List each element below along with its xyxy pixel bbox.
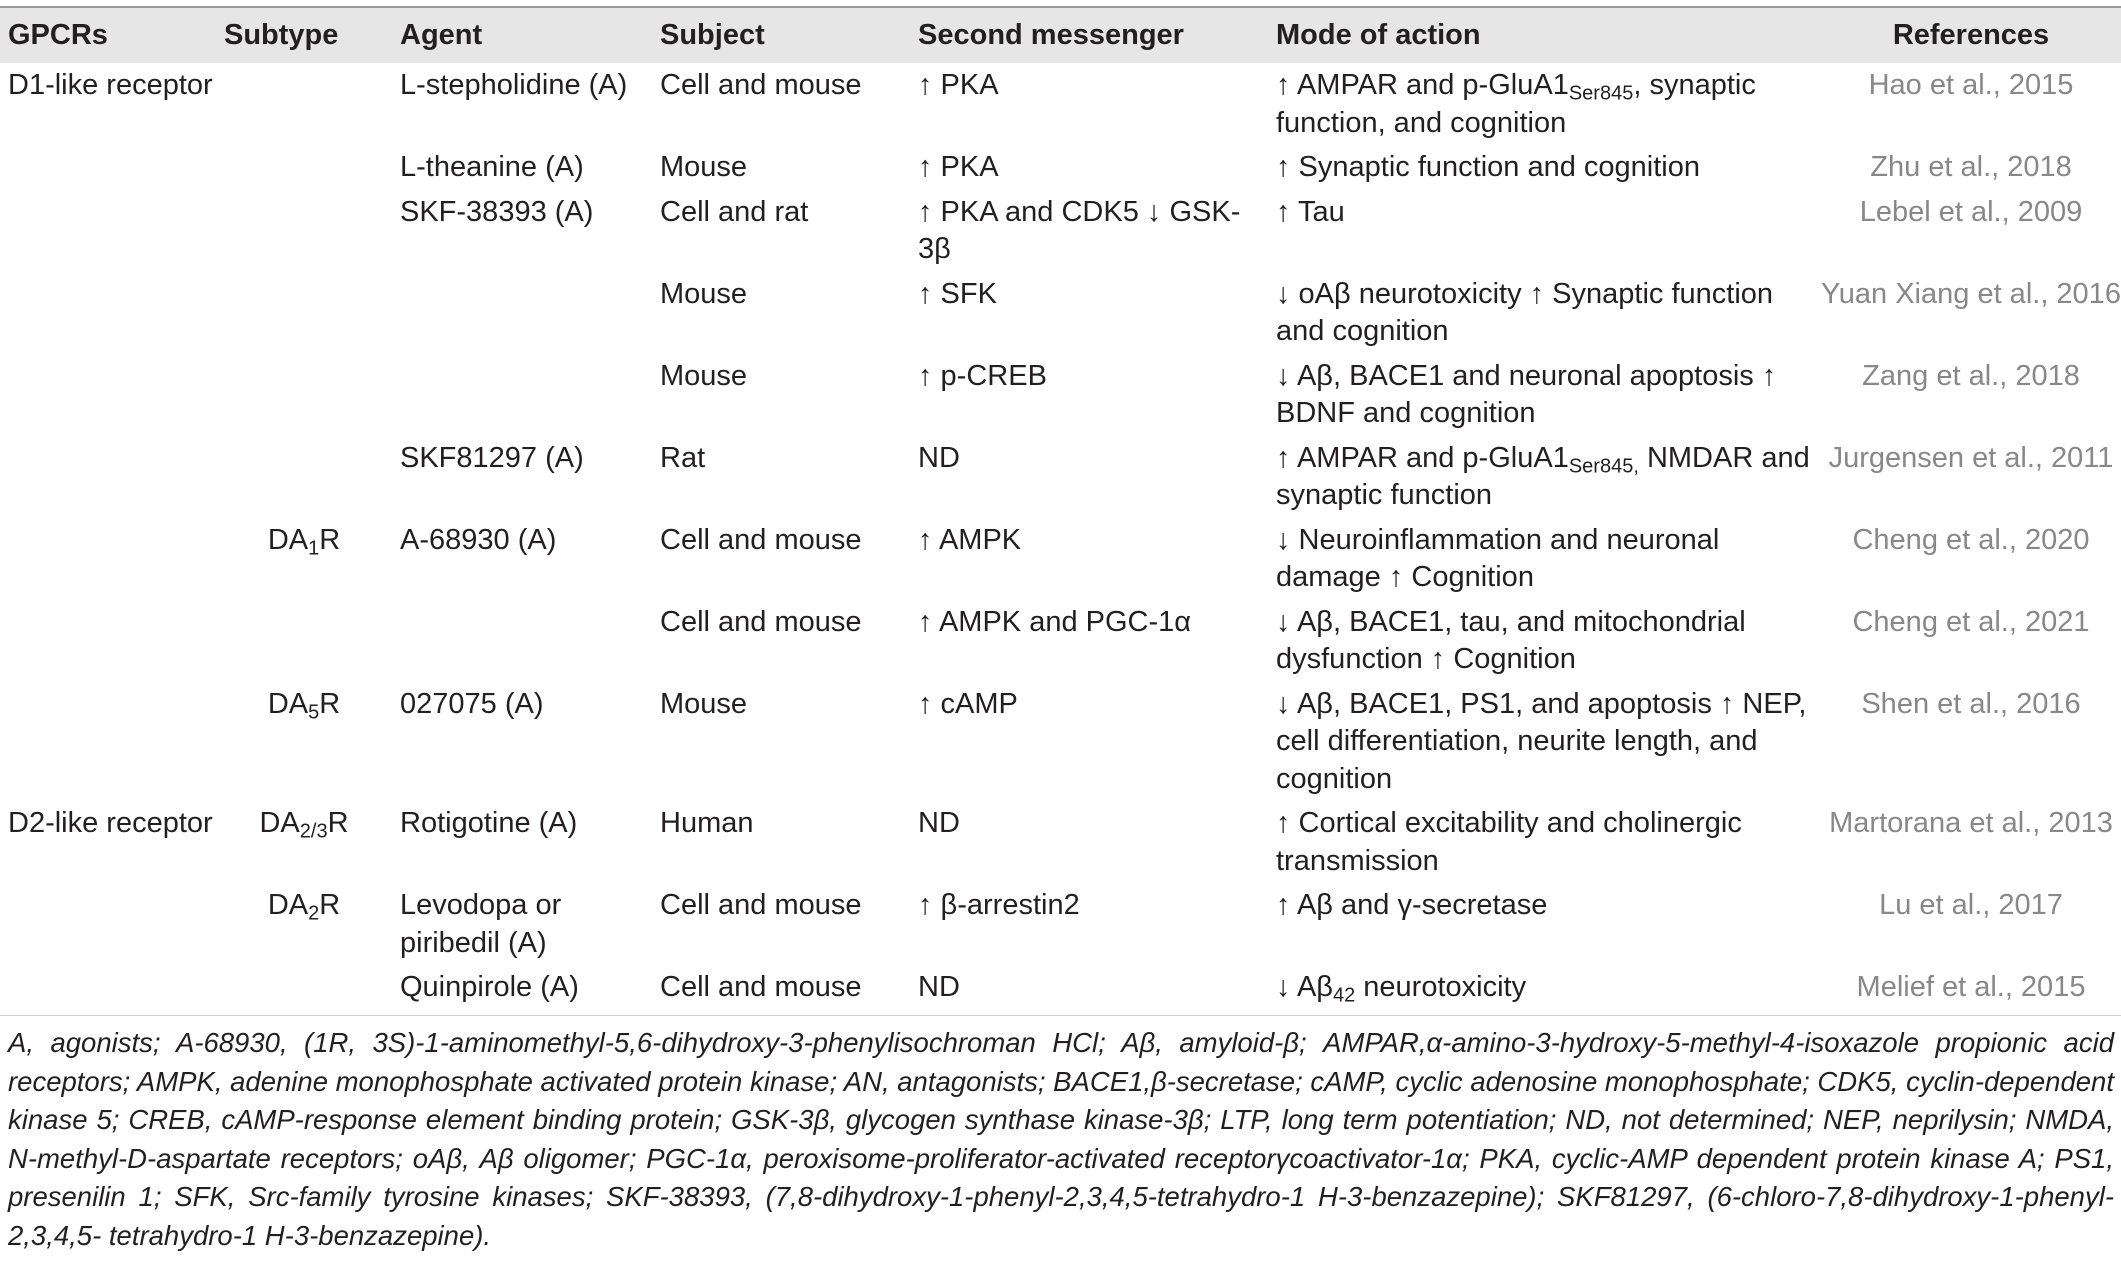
agent-label: Rotigotine (A) [400, 807, 578, 839]
second-messenger-cell [910, 965, 1268, 1015]
second-messenger-label: ↑ AMPK and PGC-1α [918, 605, 1192, 638]
mode-of-action-label: ↑ AMPAR and p-GluA1 [1276, 69, 1569, 101]
second-messenger-cell [910, 801, 1268, 883]
gpcr-cell [0, 354, 216, 436]
reference-label: Yuan Xiang et al., 2016 [1821, 277, 2121, 310]
agent-cell [392, 600, 652, 682]
subtype-subscript: 1 [308, 537, 320, 560]
gpcr-cell [0, 63, 216, 145]
reference-label: Cheng et al., 2021 [1852, 605, 2090, 638]
mode-of-action-cell [1268, 63, 1821, 145]
mode-of-action-cell [1268, 354, 1821, 436]
subtype-cell [216, 145, 392, 190]
subject-cell [652, 272, 910, 354]
reference-cell [1821, 436, 2121, 518]
second-messenger-label: ↑ β-arrestin2 [918, 889, 1080, 921]
table-row [0, 883, 2121, 965]
mode-of-action-suffix: neurotoxicity [1355, 971, 1527, 1003]
second-messenger-label: ↑ AMPK [918, 523, 1022, 556]
subtype-subscript: 2 [308, 902, 320, 925]
subject-label: Mouse [660, 277, 748, 310]
table-row [0, 682, 2121, 802]
mode-of-action-suffix: , synaptic function, and cognition [1276, 69, 1756, 139]
gpcr-cell [0, 518, 216, 600]
mode-of-action-cell [1268, 965, 1821, 1015]
reference-cell [1821, 518, 2121, 600]
mode-of-action-cell [1268, 883, 1821, 965]
mode-of-action-label: ↓ Aβ, BACE1 and neuronal apoptosis ↑ BDNF and cognition [1276, 359, 1777, 429]
gpcr-cell [0, 600, 216, 682]
reference-label: Cheng et al., 2020 [1852, 523, 2090, 556]
subtype-cell [216, 682, 392, 802]
agent-cell [392, 965, 652, 1015]
subject-label: Cell and mouse [660, 605, 862, 638]
agent-label: Levodopa or piribedil (A) [400, 889, 562, 959]
subject-cell [652, 682, 910, 802]
subject-label: Cell and rat [660, 195, 809, 228]
second-messenger-label: ND [918, 441, 960, 474]
agent-label: Quinpirole (A) [400, 971, 579, 1003]
table-row [0, 190, 2121, 272]
mode-of-action-subscript: Ser845, [1568, 455, 1639, 478]
subject-label: Cell and mouse [660, 523, 862, 556]
agent-label: L-theanine (A) [400, 151, 584, 183]
table-row [0, 600, 2121, 682]
second-messenger-label: ND [918, 971, 960, 1003]
agent-label: SKF81297 (A) [400, 441, 584, 474]
mode-of-action-cell [1268, 272, 1821, 354]
subject-cell [652, 883, 910, 965]
subject-label: Mouse [660, 687, 748, 720]
second-messenger-cell [910, 190, 1268, 272]
second-messenger-label: ↑ p-CREB [918, 359, 1047, 392]
mode-of-action-subscript: Ser845 [1568, 82, 1634, 105]
subject-label: Cell and mouse [660, 971, 862, 1003]
table-row [0, 436, 2121, 518]
subtype-label: DA [267, 523, 309, 556]
agent-label: L-stepholidine (A) [400, 69, 628, 101]
mode-of-action-label: ↑ AMPAR and p-GluA1 [1276, 441, 1569, 474]
subject-label: Human [660, 807, 754, 839]
agent-label: A-68930 (A) [400, 523, 557, 556]
table-footnote: A, agonists; A-68930, (1R, 3S)-1-aminomethyl-5,6-dihydroxy-3-phenylisochroman HCl; Aβ, amyloid-β; AMPAR,α-amino-3-hydroxy-5-methyl-4-isoxazole propionic acid receptors; AMPK, adenine monophosphate activated protein kinase; AN, antagonists; BACE1,β-secretase; cAMP, cyclic adenosine monophosphate; CDK5, cyclin-dependent kinase 5; CREB, cAMP-response element binding protein; GSK-3β, glycogen synthase kinase-3β; LTP, long term potentiation; ND, not determined; NEP, neprilysin; NMDA, N-methyl-D-aspartate receptors; oAβ, Aβ oligomer; PGC-1α, peroxisome-proliferator-activated receptorγcoactivator-1α; PKA, cyclic-AMP dependent protein kinase A; PS1, presenilin 1; SFK, Src-family tyrosine kinases; SKF-38393, (7,8-dihydroxy-1-phenyl-2,3,4,5-tetrahydro-1 H-3-benzazepine); SKF81297, (6-chloro-7,8-dihydroxy-1-phenyl-2,3,4,5- tetrahydro-1 H-3-benzazepine). [8, 1027, 2114, 1251]
reference-label: Zang et al., 2018 [1862, 359, 2080, 392]
agent-cell [392, 801, 652, 883]
agent-cell [392, 272, 652, 354]
subtype-cell [216, 436, 392, 518]
subtype-cell [216, 600, 392, 682]
subtype-cell [216, 518, 392, 600]
gpcr-label: D2-like receptor [8, 807, 213, 839]
table-body [0, 63, 2121, 1015]
reference-cell [1821, 354, 2121, 436]
mode-of-action-label: ↑ Cortical excitability and cholinergic transmission [1276, 807, 1742, 877]
second-messenger-label: ↑ SFK [918, 277, 997, 310]
reference-label: Jurgensen et al., 2011 [1828, 441, 2114, 474]
subtype-subscript: 5 [308, 701, 320, 724]
subtype-cell [216, 272, 392, 354]
subject-cell [652, 801, 910, 883]
table-row [0, 965, 2121, 1015]
agent-cell [392, 518, 652, 600]
second-messenger-label: ↑ cAMP [918, 687, 1018, 720]
reference-label: Zhu et al., 2018 [1870, 151, 2072, 183]
table-row [0, 518, 2121, 600]
header-row [0, 8, 2121, 63]
subject-cell [652, 354, 910, 436]
subtype-label: DA [267, 889, 309, 921]
subtype-suffix: R [327, 807, 349, 839]
mode-of-action-label: ↑ Aβ and γ-secretase [1276, 889, 1548, 921]
reference-cell [1821, 272, 2121, 354]
mode-of-action-label: ↓ Aβ, BACE1, PS1, and apoptosis ↑ NEP, cell differentiation, neurite length, and cognition [1276, 687, 1807, 795]
mode-of-action-suffix: NMDAR and synaptic function [1276, 441, 1810, 511]
gpcr-cell [0, 190, 216, 272]
table-row [0, 272, 2121, 354]
second-messenger-cell [910, 63, 1268, 145]
agent-cell [392, 436, 652, 518]
subject-cell [652, 965, 910, 1015]
table-row [0, 354, 2121, 436]
subtype-cell [216, 63, 392, 145]
agent-cell [392, 190, 652, 272]
mode-of-action-label: ↓ oAβ neurotoxicity ↑ Synaptic function and cognition [1276, 277, 1774, 347]
subtype-cell [216, 190, 392, 272]
mode-of-action-cell [1268, 145, 1821, 190]
subject-cell [652, 190, 910, 272]
reference-cell [1821, 63, 2121, 145]
gpcr-cell [0, 883, 216, 965]
agent-cell [392, 145, 652, 190]
table-header [0, 8, 2121, 63]
agent-cell [392, 63, 652, 145]
subtype-label: DA [267, 687, 309, 720]
mode-of-action-label: ↑ Tau [1276, 195, 1345, 228]
mode-of-action-cell [1268, 682, 1821, 802]
second-messenger-cell [910, 436, 1268, 518]
header-second-messenger: Second messenger [918, 18, 1184, 51]
mode-of-action-label: ↓ Neuroinflammation and neuronal damage ↑ Cognition [1276, 523, 1720, 593]
gpcr-table [0, 8, 2121, 1016]
subject-label: Mouse [660, 151, 748, 183]
subtype-cell [216, 883, 392, 965]
subject-label: Cell and mouse [660, 889, 862, 921]
gpcr-cell [0, 436, 216, 518]
mode-of-action-label: ↓ Aβ [1276, 971, 1333, 1003]
agent-label: SKF-38393 (A) [400, 195, 594, 228]
agent-cell [392, 354, 652, 436]
second-messenger-cell [910, 272, 1268, 354]
second-messenger-label: ↑ PKA and CDK5 ↓ GSK-3β [918, 195, 1241, 265]
second-messenger-label: ↑ PKA [918, 69, 999, 101]
table-row [0, 801, 2121, 883]
reference-label: Lu et al., 2017 [1879, 889, 2063, 921]
reference-cell [1821, 682, 2121, 802]
mode-of-action-cell [1268, 600, 1821, 682]
subtype-cell [216, 801, 392, 883]
reference-label: Shen et al., 2016 [1861, 687, 2081, 720]
subject-cell [652, 600, 910, 682]
reference-label: Martorana et al., 2013 [1829, 807, 2113, 839]
second-messenger-cell [910, 682, 1268, 802]
agent-cell [392, 682, 652, 802]
reference-label: Melief et al., 2015 [1856, 971, 2086, 1003]
reference-cell [1821, 190, 2121, 272]
gpcr-cell [0, 682, 216, 802]
subtype-cell [216, 965, 392, 1015]
second-messenger-cell [910, 145, 1268, 190]
subject-cell [652, 518, 910, 600]
header-agent: Agent [400, 18, 483, 51]
gpcr-cell [0, 801, 216, 883]
reference-label: Hao et al., 2015 [1868, 69, 2074, 101]
second-messenger-cell [910, 883, 1268, 965]
subject-cell [652, 145, 910, 190]
gpcr-cell [0, 272, 216, 354]
mode-of-action-label: ↓ Aβ, BACE1, tau, and mitochondrial dysfunction ↑ Cognition [1276, 605, 1746, 675]
subject-label: Mouse [660, 359, 748, 392]
subtype-suffix: R [319, 523, 341, 556]
mode-of-action-cell [1268, 436, 1821, 518]
mode-of-action-label: ↑ Synaptic function and cognition [1276, 151, 1700, 183]
second-messenger-cell [910, 518, 1268, 600]
header-subject: Subject [660, 18, 765, 51]
subject-cell [652, 436, 910, 518]
agent-label: 027075 (A) [400, 687, 544, 720]
mode-of-action-cell [1268, 801, 1821, 883]
gpcr-label: D1-like receptor [8, 69, 213, 101]
reference-cell [1821, 883, 2121, 965]
header-subtype: Subtype [224, 18, 339, 51]
reference-cell [1821, 965, 2121, 1015]
second-messenger-label: ND [918, 807, 960, 839]
header-gpcrs: GPCRs [8, 18, 108, 51]
subtype-suffix: R [319, 889, 341, 921]
subtype-suffix: R [319, 687, 341, 720]
mode-of-action-subscript: 42 [1332, 984, 1356, 1007]
subject-label: Cell and mouse [660, 69, 862, 101]
reference-cell [1821, 145, 2121, 190]
reference-cell [1821, 801, 2121, 883]
gpcr-cell [0, 965, 216, 1015]
mode-of-action-cell [1268, 190, 1821, 272]
header-mode-of-action: Mode of action [1276, 18, 1481, 51]
subject-label: Rat [660, 441, 706, 474]
second-messenger-cell [910, 354, 1268, 436]
reference-label: Lebel et al., 2009 [1859, 195, 2083, 228]
header-references: References [1892, 18, 2050, 51]
table-row [0, 63, 2121, 145]
agent-cell [392, 883, 652, 965]
gpcr-cell [0, 145, 216, 190]
mode-of-action-cell [1268, 518, 1821, 600]
subject-cell [652, 63, 910, 145]
reference-cell [1821, 600, 2121, 682]
second-messenger-cell [910, 600, 1268, 682]
subtype-cell [216, 354, 392, 436]
table-row [0, 145, 2121, 190]
second-messenger-label: ↑ PKA [918, 151, 999, 183]
subtype-label: DA [259, 807, 300, 839]
subtype-subscript: 2/3 [299, 820, 328, 843]
